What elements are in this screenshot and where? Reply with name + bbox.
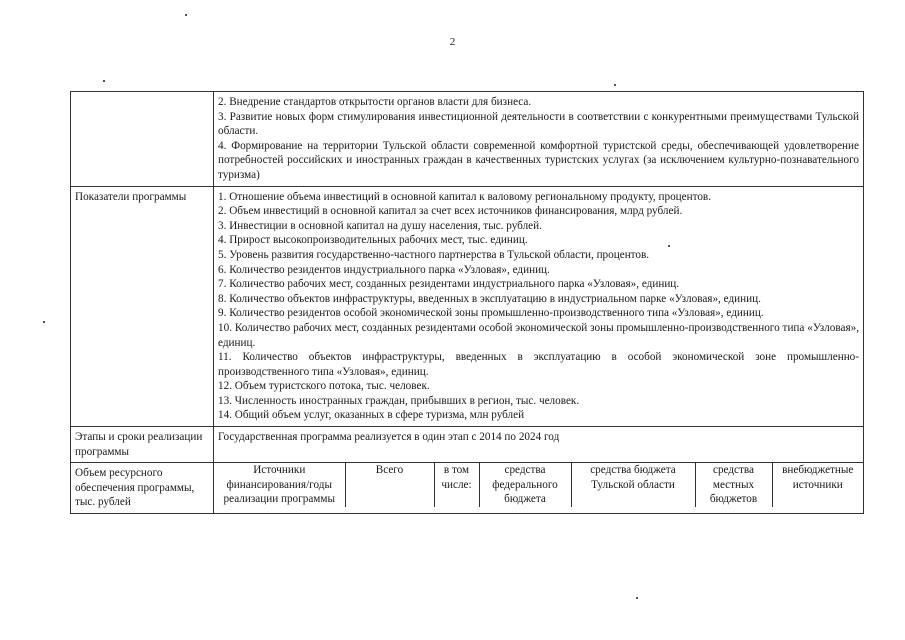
column-header: Всего: [345, 463, 434, 507]
goals-label-cell: [71, 92, 214, 187]
indicator-item: 7. Количество рабочих мест, созданных резидентами индустриального парка «Узловая», единиц.: [218, 278, 680, 291]
indicator-item: 14. Общий объем услуг, оказанных в сфере туризма, млн рублей: [218, 409, 525, 422]
stages-label: Этапы и сроки реализации программы: [71, 427, 214, 463]
indicator-item: 4. Прирост высокопроизводительных рабочих мест, тыс. единиц.: [218, 234, 528, 247]
column-header: средства федерального бюджета: [479, 463, 571, 507]
indicator-item: 3. Инвестиции в основной капитал на душу населения, тыс. рублей.: [218, 219, 542, 232]
column-header: Источники финансирования/годы реализации программы: [223, 464, 335, 506]
goals-cell: [214, 92, 864, 187]
indicators-label: Показатели программы: [71, 186, 214, 427]
scan-speck: [103, 80, 105, 82]
indicator-item: 6. Количество резидентов индустриального парка «Узловая», единиц.: [218, 263, 550, 276]
goal-item: 2. Внедрение стандартов открытости органов власти для бизнеса.: [218, 96, 532, 108]
stages-text: Государственная программа реализуется в один этап с 2014 по 2024 год: [214, 427, 864, 463]
resources-header-table: [214, 463, 863, 507]
indicator-item: 9. Количество резидентов особой экономической зоны промышленно-производственного типа «Узловая», единиц.: [218, 307, 764, 320]
scan-speck: [636, 597, 638, 599]
column-header: средства местных бюджетов: [695, 463, 772, 507]
indicators-list: [214, 186, 864, 427]
resources-cell: [214, 463, 864, 514]
goals-row: [71, 92, 864, 187]
indicator-item: 8. Количество объектов инфраструктуры, введенных в эксплуатацию в индустриальном парке «Узловая», единиц.: [218, 292, 761, 305]
page-number: 2: [449, 36, 456, 48]
indicators-row: [71, 186, 864, 427]
scan-speck: [185, 14, 187, 16]
indicator-item: 10. Количество рабочих мест, созданных резидентами особой экономической зоны промышленно-производственного типа «Узловая», единиц.: [218, 321, 859, 349]
goal-item: 4. Формирование на территории Тульской области современной комфортной туристской среды, обеспечивающей удовлетворение потребностей российских и иностранных граждан в качественных туристских услугах (за исключением культурно-познавательного туризма): [218, 139, 859, 181]
stages-row: [71, 427, 864, 463]
indicator-item: 1. Отношение объема инвестиций в основной капитал к валовому региональному продукту, процентов.: [218, 190, 712, 203]
column-header: средства бюджета Тульской области: [571, 463, 695, 507]
scan-speck: [614, 84, 616, 86]
scan-speck: [668, 245, 670, 247]
indicator-item: 13. Численность иностранных граждан, прибывших в регион, тыс. человек.: [218, 394, 580, 407]
scan-speck: [43, 321, 45, 323]
indicator-item: 11. Количество объектов инфраструктуры, введенных в эксплуатацию в особой экономической зоне промышленно-производственного типа «Узловая», единиц.: [218, 351, 859, 378]
goal-item: 3. Развитие новых форм стимулирования инвестиционной деятельности в соответствии с конкурентными преимуществами Тульской области.: [218, 110, 859, 138]
indicator-item: 12. Объем туристского потока, тыс. человек.: [218, 380, 430, 393]
column-header: в том числе:: [434, 463, 479, 507]
resources-label: Объем ресурсного обеспечения программы, тыс. рублей: [71, 463, 214, 514]
column-header: внебюджетные источники: [772, 463, 863, 507]
indicator-item: 2. Объем инвестиций в основной капитал за счет всех источников финансирования, млрд рублей.: [218, 205, 683, 218]
program-passport-table: [70, 91, 864, 514]
resources-row: [71, 463, 864, 514]
indicator-item: 5. Уровень развития государственно-частного партнерства в Тульской области, процентов.: [218, 248, 650, 261]
